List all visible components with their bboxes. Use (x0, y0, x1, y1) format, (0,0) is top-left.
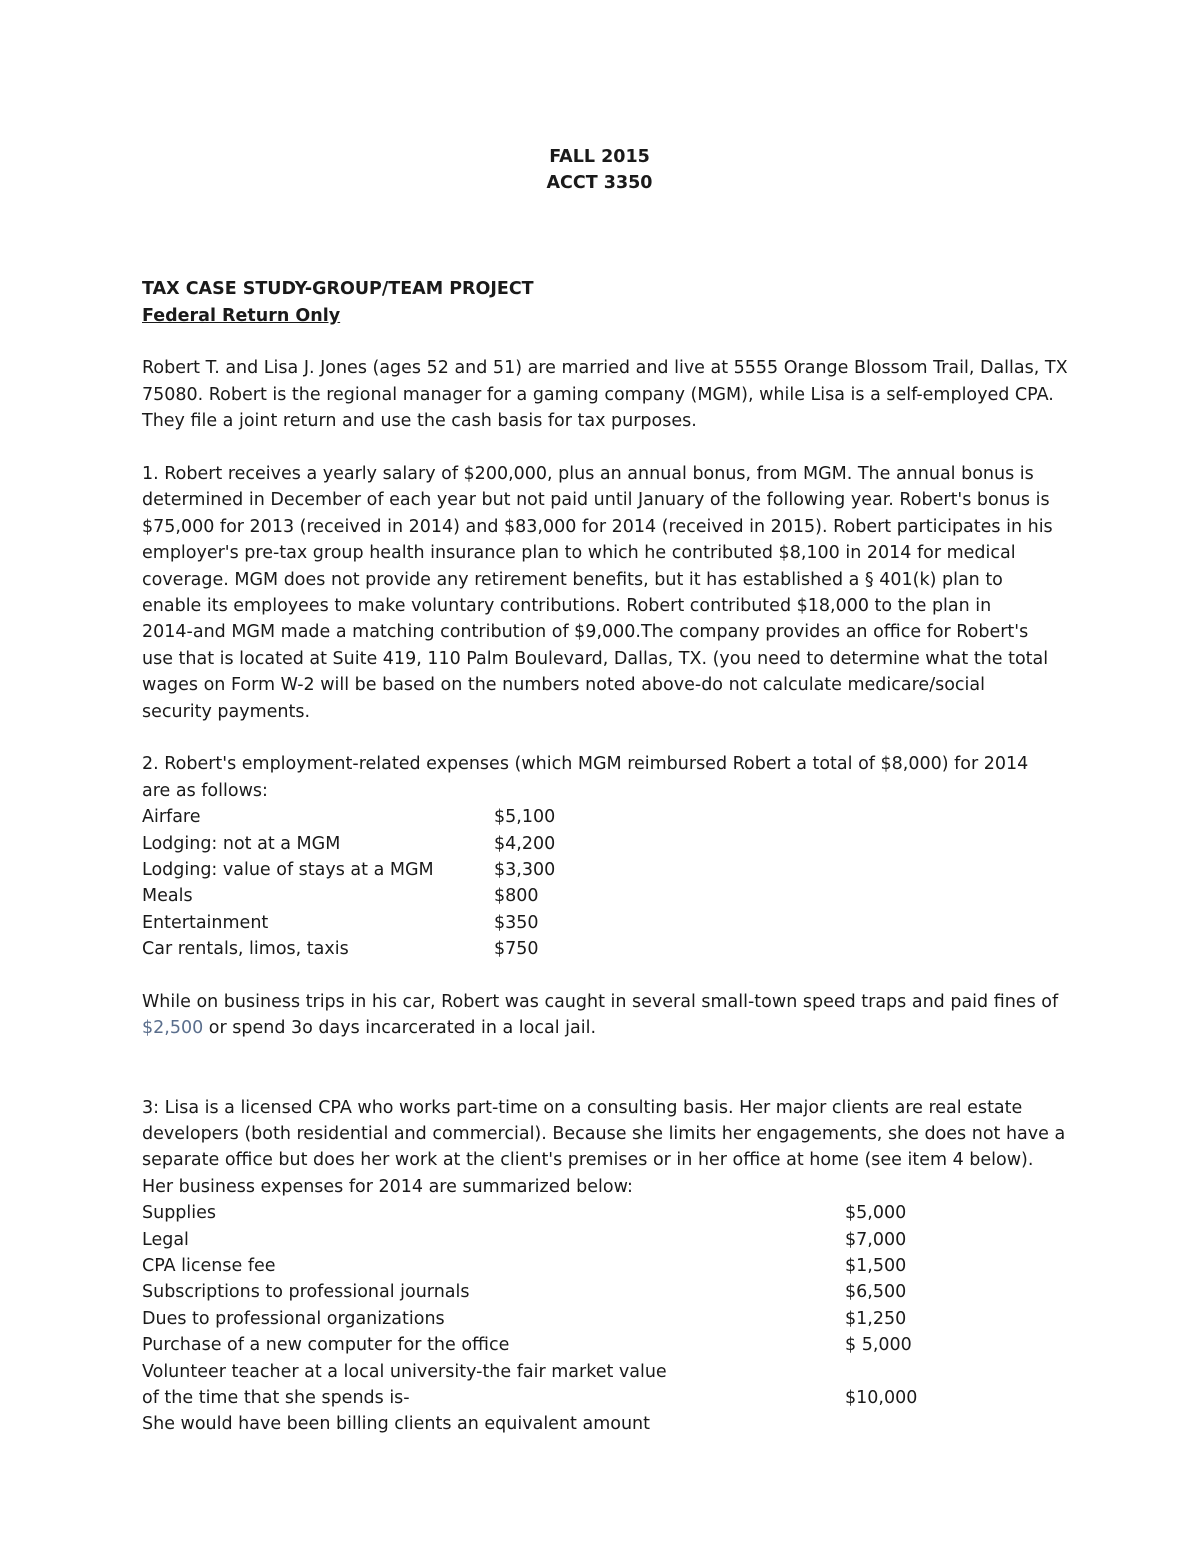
business-expense-amount: $6,500 (845, 1282, 907, 1303)
business-expense-row (142, 1359, 1072, 1385)
business-expense-list (142, 1200, 1072, 1438)
item-2-intro-line: 2. Robert's employment-related expenses (which MGM reimbursed Robert a total of $8,000) for 2014 (142, 754, 1029, 775)
document-body (142, 144, 1072, 1438)
volunteer-line: She would have been billing clients an equivalent amount (142, 1414, 650, 1435)
volunteer-amount: $10,000 (845, 1387, 918, 1408)
expense-amount: $750 (494, 939, 539, 960)
item-1-line: wages on Form W-2 will be based on the numbers noted above-do not calculate medicare/social (142, 675, 985, 696)
employment-expense-list (142, 804, 1072, 962)
business-expense-label: Supplies (142, 1203, 217, 1224)
expense-label: Airfare (142, 807, 201, 828)
expense-label: Lodging: value of stays at a MGM (142, 860, 434, 881)
item-1-line: security payments. (142, 701, 311, 722)
expense-row (142, 936, 1072, 962)
intro-paragraph (142, 355, 1072, 434)
expense-row (142, 883, 1072, 909)
fines-line (142, 1015, 1072, 1041)
business-expense-row (142, 1200, 1072, 1226)
business-expense-label: Purchase of a new computer for the office (142, 1335, 510, 1356)
item-1-line: 2014-and MGM made a matching contribution of $9,000.The company provides an office for Robert's (142, 622, 1029, 643)
volunteer-line: of the time that she spends is- (142, 1387, 410, 1408)
business-expense-label: Legal (142, 1229, 189, 1250)
expense-label: Entertainment (142, 912, 269, 933)
expense-amount: $5,100 (494, 807, 556, 828)
business-expense-amount: $7,000 (845, 1229, 907, 1250)
business-expense-row (142, 1385, 1072, 1411)
business-expense-row (142, 1227, 1072, 1253)
term-heading: FALL 2015 (549, 147, 650, 167)
business-expense-amount: $1,250 (845, 1308, 907, 1329)
intro-line: Robert T. and Lisa J. Jones (ages 52 and 51) are married and live at 5555 Orange Blossom Trail, Dallas, TX (142, 358, 1068, 379)
item-3-intro-line: Her business expenses for 2014 are summarized below: (142, 1176, 633, 1197)
expense-label: Meals (142, 886, 193, 907)
business-expense-row (142, 1279, 1072, 1305)
business-expense-label: CPA license fee (142, 1256, 276, 1277)
item-1-line: 1. Robert receives a yearly salary of $200,000, plus an annual bonus, from MGM. The annual bonus is (142, 464, 1034, 485)
expense-row (142, 804, 1072, 830)
fines-amount: $2,500 (142, 1018, 204, 1039)
course-heading: ACCT 3350 (546, 173, 653, 194)
item-1-line: $75,000 for 2013 (received in 2014) and $83,000 for 2014 (received in 2015). Robert participates in his (142, 516, 1053, 537)
item-3-intro-line: separate office but does her work at the client's premises or in her office at home (see item 4 below). (142, 1150, 1034, 1171)
fines-rest: or spend 3o days incarcerated in a local jail. (203, 1018, 597, 1039)
expense-amount: $4,200 (494, 833, 556, 854)
item-1-line: employer's pre-tax group health insurance plan to which he contributed $8,100 in 2014 for medical (142, 543, 1016, 564)
item-2-section (142, 751, 1072, 1041)
item-3-section (142, 1095, 1072, 1438)
business-expense-row (142, 1332, 1072, 1358)
business-expense-label: Dues to professional organizations (142, 1308, 445, 1329)
business-expense-label: Subscriptions to professional journals (142, 1282, 470, 1303)
expense-row (142, 831, 1072, 857)
item-3-intro-line: 3: Lisa is a licensed CPA who works part-time on a consulting basis. Her major clients are real estate (142, 1097, 1023, 1118)
item-1-line: use that is located at Suite 419, 110 Palm Boulevard, Dallas, TX. (you need to determine what the total (142, 648, 1049, 669)
expense-label: Lodging: not at a MGM (142, 833, 341, 854)
fines-paragraph (142, 989, 1072, 1042)
item-1-line: enable its employees to make voluntary contributions. Robert contributed $18,000 to the plan in (142, 596, 992, 617)
item-1-line: coverage. MGM does not provide any retirement benefits, but it has established a § 401(k) plan to (142, 569, 1003, 590)
item-1-paragraph (142, 461, 1072, 725)
fines-line: While on business trips in his car, Robert was caught in several small-town speed traps and paid fines of (142, 992, 1059, 1013)
project-subtitle: Federal Return Only (142, 305, 341, 326)
item-1-line: determined in December of each year but not paid until January of the following year. Robert's bonus is (142, 490, 1050, 511)
business-expense-amount: $ 5,000 (845, 1335, 912, 1356)
expense-amount: $3,300 (494, 860, 556, 881)
intro-line: 75080. Robert is the regional manager for a gaming company (MGM), while Lisa is a self-employed CPA. (142, 384, 1054, 405)
expense-row (142, 910, 1072, 936)
item-2-intro-line: are as follows: (142, 780, 268, 801)
business-expense-row (142, 1306, 1072, 1332)
business-expense-row (142, 1253, 1072, 1279)
expense-amount: $350 (494, 912, 539, 933)
item-3-intro-line: developers (both residential and commercial). Because she limits her engagements, she does not have a (142, 1124, 1066, 1145)
volunteer-line: Volunteer teacher at a local university-the fair market value (142, 1361, 667, 1382)
intro-line: They file a joint return and use the cash basis for tax purposes. (142, 411, 697, 432)
business-expense-amount: $5,000 (845, 1203, 907, 1224)
business-expense-amount: $1,500 (845, 1256, 907, 1277)
expense-row (142, 857, 1072, 883)
expense-label: Car rentals, limos, taxis (142, 939, 349, 960)
expense-amount: $800 (494, 886, 539, 907)
project-title: TAX CASE STUDY-GROUP/TEAM PROJECT (142, 279, 534, 300)
